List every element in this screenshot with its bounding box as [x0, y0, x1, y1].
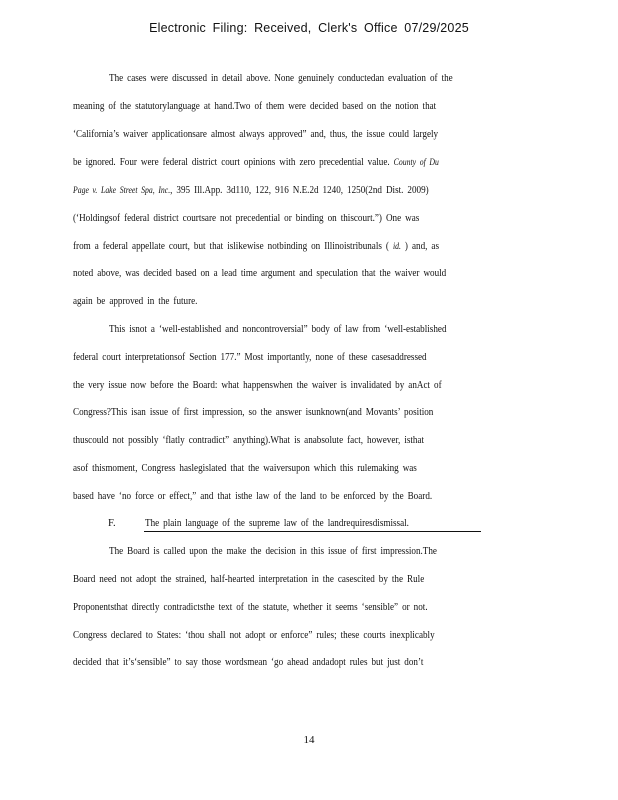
- section-underline: [144, 531, 481, 532]
- text-line: [73, 185, 429, 196]
- text-line: The Board is called upon the make the decision in this issue of first impression.The: [109, 546, 437, 557]
- text-line: decided that it’s‘sensible” to say those wordsmean ‘go ahead andadopt rules but just don’t: [73, 657, 424, 668]
- text-line: federal court interpretationsof Section 177.” Most importantly, none of these casesaddressed: [73, 352, 427, 363]
- text-line: The cases were discussed in detail above. None genuinely conductedan evaluation of the: [109, 73, 453, 84]
- text-line: noted above, was decided based on a lead time argument and speculation that the waiver would: [73, 268, 447, 279]
- text-line: [73, 157, 439, 168]
- text-line: asof thismoment, Congress haslegislated that the waiversupon which this rulemaking was: [73, 463, 417, 474]
- text-line: Board need not adopt the strained, half-hearted interpretation in the casescited by the Rule: [73, 574, 425, 585]
- text-line: Proponentsthat directly contradictsthe text of the statute, whether it seems ‘sensible” or not.: [73, 602, 428, 613]
- text-run: , 395 Ill.App. 3d110, 122, 916 N.E.2d 1240, 1250(2nd Dist. 2009): [170, 185, 429, 196]
- text-line: Congress declared to States: ‘thou shall not adopt or enforce” rules; these courts inexplicably: [73, 630, 435, 641]
- text-line: Congress?This isan issue of first impression, so the answer isunknown(and Movants’ position: [73, 407, 434, 418]
- section-title: The plain language of the supreme law of the landrequiresdismissal.: [145, 518, 409, 529]
- text-run: from a federal appellate court, but that islikewise notbinding on Illinoistribunals (: [73, 241, 389, 252]
- text-line: [73, 241, 439, 252]
- text-line: again be approved in the future.: [73, 296, 198, 307]
- text-run: ) and, as: [404, 241, 439, 252]
- text-line: ‘California’s waiver applicationsare almost always approved” and, thus, the issue could largely: [73, 129, 439, 140]
- text-line: This isnot a ‘well-established and noncontroversial” body of law from ‘well-established: [109, 324, 447, 335]
- text-line: the very issue now before the Board: what happenswhen the waiver is invalidated by anAct of: [73, 380, 442, 391]
- page-number: 14: [303, 734, 315, 746]
- text-run: be ignored. Four were federal district court opinions with zero precedential value.: [73, 157, 390, 168]
- text-line: meaning of the statutorylanguage at hand.Two of them were decided based on the notion that: [73, 101, 437, 112]
- section-label: F.: [108, 518, 116, 529]
- text-line: thuscould not possibly ‘flatly contradict” anything).What is anabsolute fact, however, isthat: [73, 435, 425, 446]
- text-line: based have ‘no force or effect,” and that isthe law of the land to be enforced by the Board.: [73, 491, 433, 502]
- case-citation: id.: [392, 241, 401, 251]
- text-line: (‘Holdingsof federal district courtsare not precedential or binding on thiscourt.”) One was: [73, 213, 420, 224]
- filing-header: Electronic Filing: Received, Clerk's Office 07/29/2025: [149, 21, 469, 35]
- case-citation: Page v. Lake Street Spa, Inc.: [73, 185, 171, 195]
- case-citation: County of Du: [393, 157, 439, 167]
